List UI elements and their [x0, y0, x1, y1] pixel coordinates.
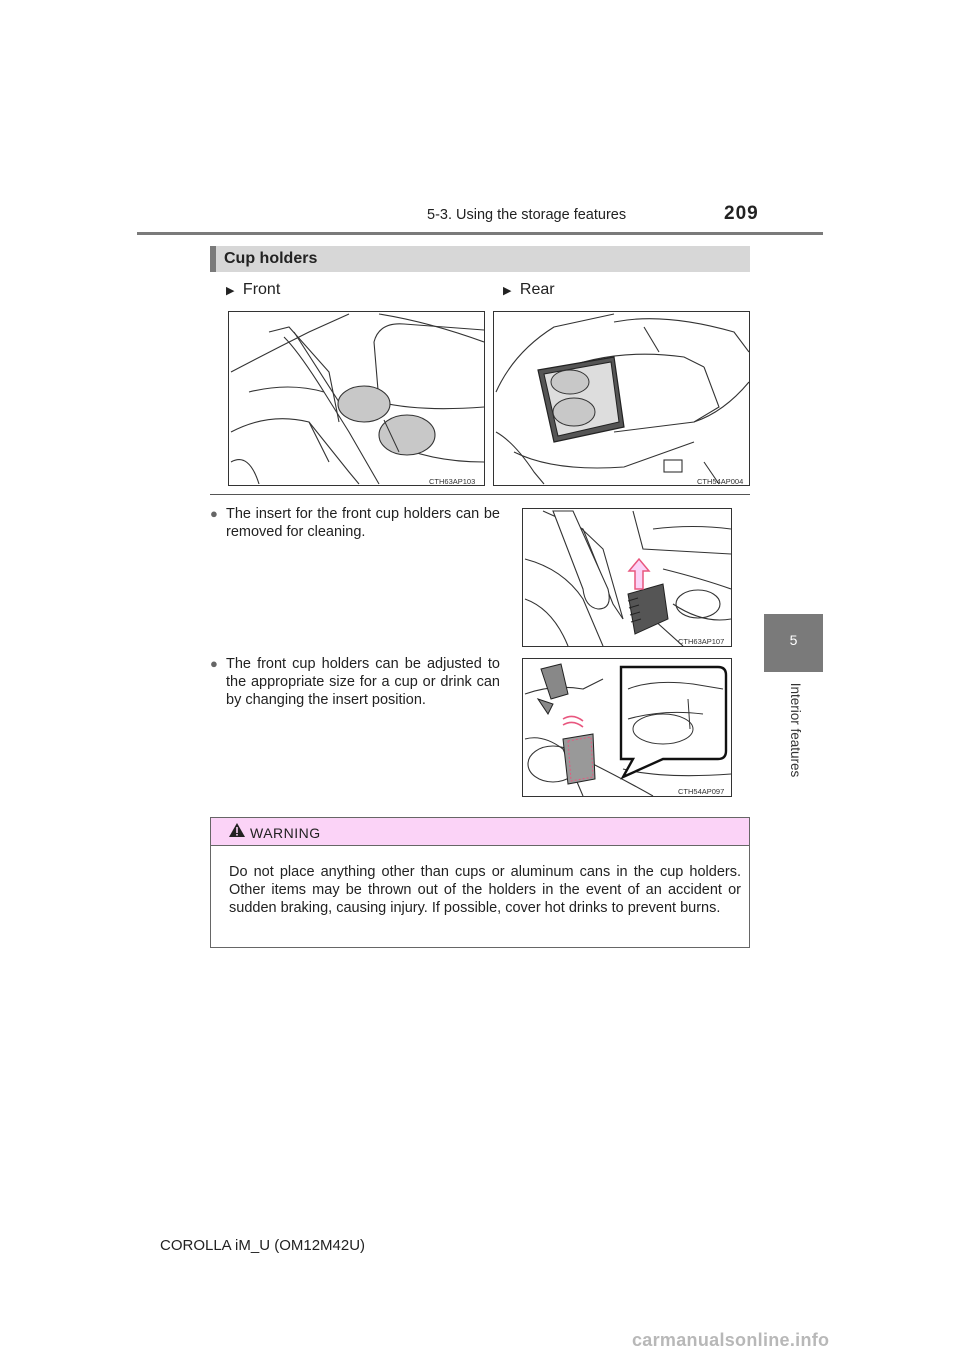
model-footer: COROLLA iM_U (OM12M42U)	[160, 1237, 366, 1254]
warning-title: WARNING	[250, 825, 321, 841]
warning-icon	[228, 822, 246, 843]
page-number: 209	[724, 203, 759, 224]
insert-removal-figure	[522, 508, 732, 647]
arrow-right-icon: ▶	[226, 285, 235, 297]
insert-removal-illustration	[523, 509, 731, 646]
figure-code: CTH54AP097	[678, 787, 725, 796]
figure-code: CTH63AP107	[678, 637, 725, 646]
front-cup-holder-figure	[228, 311, 485, 486]
front-label: ▶ Front	[226, 281, 281, 298]
rear-cup-holder-figure	[493, 311, 750, 486]
chapter-tab	[764, 614, 823, 672]
section-heading-accent	[210, 246, 216, 272]
section-title: Cup holders	[224, 250, 318, 267]
bullet-insert-adjust: ● The front cup holders can be adjusted to the appropriate size for a cup or drink can by changing the insert position.	[210, 656, 500, 708]
arrow-right-icon: ▶	[503, 285, 512, 297]
rear-armrest-illustration	[494, 312, 749, 485]
header-rule	[137, 232, 823, 235]
insert-adjust-illustration	[523, 659, 731, 796]
chapter-title: Interior features	[788, 682, 803, 778]
rear-label: ▶ Rear	[503, 281, 555, 298]
bullet-icon: ●	[210, 656, 218, 671]
figure-code: CTH63AP103	[429, 477, 476, 486]
figure-code: CTH54AP004	[697, 477, 744, 486]
chapter-number: 5	[789, 632, 798, 648]
front-console-illustration	[229, 312, 484, 485]
watermark: carmanualsonline.info	[632, 1330, 830, 1350]
insert-adjust-figure	[522, 658, 732, 797]
warning-text: Do not place anything other than cups or aluminum cans in the cup holders. Other items may be thrown out of the holders in the event of an accident or sudden braking, causing injury. If possible, cover hot drinks to prevent burns.	[229, 864, 741, 916]
bullet-insert-removal: ● The insert for the front cup holders can be removed for cleaning.	[210, 506, 500, 540]
divider	[210, 494, 750, 495]
bullet-icon: ●	[210, 506, 218, 521]
running-header: 5-3. Using the storage features	[427, 207, 627, 223]
